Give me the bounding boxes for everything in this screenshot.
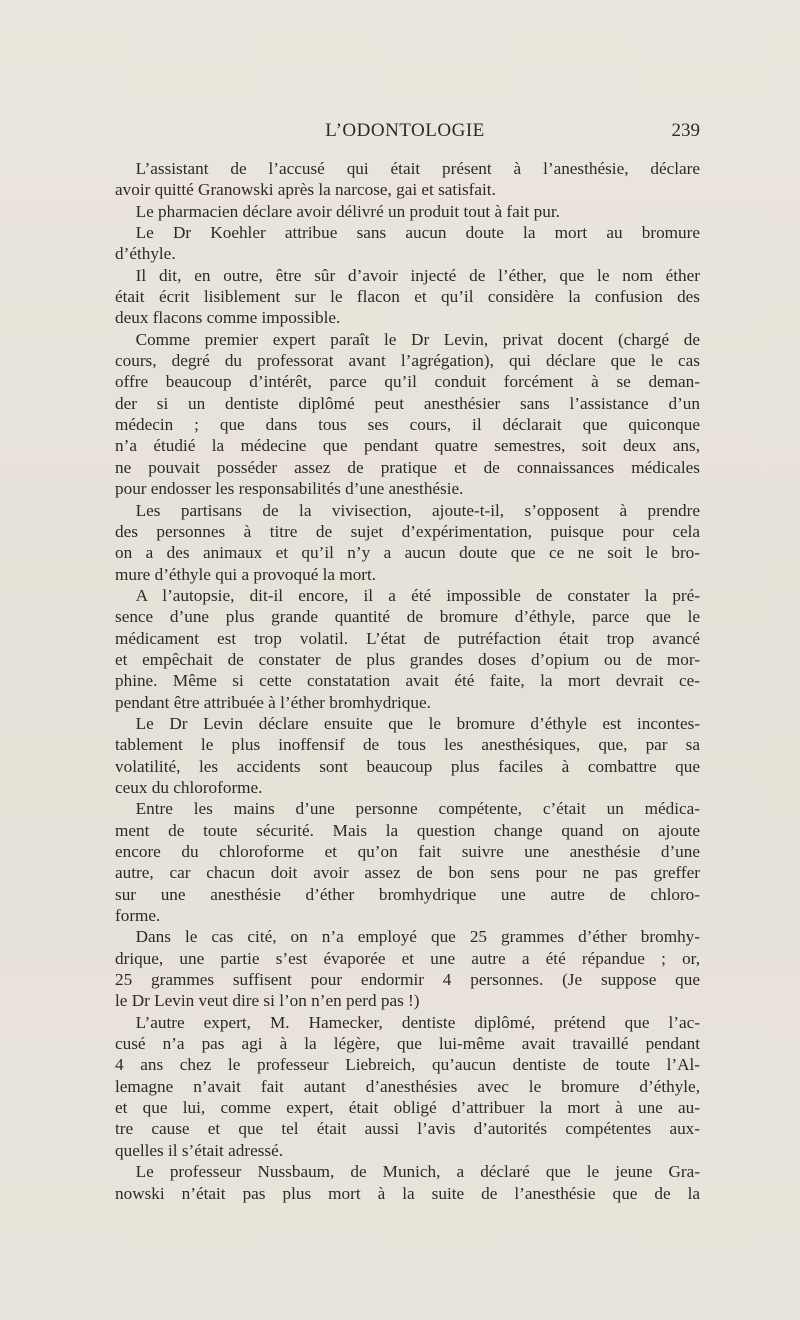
text-line: Comme premier expert paraît le Dr Levin, privat docent (chargé de [135,329,700,349]
text-line: cusé n’a pas agi à la légère, que lui-même avait travaillé pendant [115,1034,700,1054]
text-line: des personnes à titre de sujet d’expérimentation, puisque pour cela [115,521,700,541]
page-header [110,120,700,150]
text-line: Le Dr Koehler attribue sans aucun doute la mort au bromure [135,223,700,243]
text-line: mure d’éthyle qui a provoqué la mort. [115,564,377,584]
text-line: médicament est trop volatil. L’état de putréfaction était trop avancé [115,628,700,648]
text-line: sence d’une plus grande quantité de bromure d’éthyle, parce que le [115,607,700,627]
running-title: L’ODONTOLOGIE [325,120,485,141]
text-line: 25 grammes suffisent pour endormir 4 personnes. (Je suppose que [115,970,700,990]
text-line: et empêchait de constater de plus grandes doses d’opium ou de mor- [115,649,700,669]
text-line: Le Dr Levin déclare ensuite que le bromure d’éthyle est incontes- [135,713,700,733]
text-line: ne pouvait posséder assez de pratique et de connaissances médicales [115,457,700,477]
text-line: Le pharmacien déclare avoir délivré un produit tout à fait pur. [135,201,560,221]
text-line: tablement le plus inoffensif de tous les anesthésiques, que, par sa [115,735,700,755]
text-line: Il dit, en outre, être sûr d’avoir injecté de l’éther, que le nom éther [135,265,700,285]
text-line: cours, degré du professorat avant l’agrégation), qui déclare que le cas [115,351,700,371]
text-line: 4 ans chez le professeur Liebreich, qu’aucun dentiste de toute l’Al- [115,1055,700,1075]
text-line: avoir quitté Granowski après la narcose, gai et satisfait. [115,180,496,200]
text-line: L’assistant de l’accusé qui était présent à l’anesthésie, déclare [135,159,700,178]
text-line: ceux du chloroforme. [115,777,263,797]
page-number: 239 [671,120,700,141]
text-line: offre beaucoup d’intérêt, parce qu’il conduit forcément à se deman- [115,372,700,392]
text-line: volatilité, les accidents sont beaucoup plus faciles à combattre que [115,756,700,776]
text-line: Dans le cas cité, on n’a employé que 25 grammes d’éther bromhy- [135,927,700,947]
text-line: der si un dentiste diplômé peut anesthésier sans l’assistance d’un [115,393,700,413]
text-line: lemagne n’avait fait autant d’anesthésies avec le bromure d’éthyle, [115,1076,700,1096]
text-line: et que lui, comme expert, était obligé d’attribuer la mort à une au- [115,1098,700,1118]
text-line: quelles il s’était adressé. [115,1140,283,1160]
text-line: tre cause et que tel était aussi l’avis d’autorités compétentes aux- [115,1119,700,1139]
text-line: pendant être attribuée à l’éther bromhydrique. [115,692,431,712]
text-line: on a des animaux et qu’il n’y a aucun doute que ce ne soit le bro- [115,543,700,563]
text-line: d’éthyle. [115,244,176,264]
text-line: deux flacons comme impossible. [115,308,341,328]
body-text [115,158,700,1204]
text-line: A l’autopsie, dit-il encore, il a été impossible de constater la pré- [135,585,700,605]
text-line: L’autre expert, M. Hamecker, dentiste diplômé, prétend que l’ac- [135,1012,700,1032]
text-line: ment de toute sécurité. Mais la question change quand on ajoute [115,820,700,840]
text-line: drique, une partie s’est évaporée et une autre a été répandue ; or, [115,948,700,968]
text-line: n’a étudié la médecine que pendant quatre semestres, soit deux ans, [115,436,700,456]
text-line: était écrit lisiblement sur le flacon et qu’il considère la confusion des [115,287,700,307]
text-line: sur une anesthésie d’éther bromhydrique une autre de chloro- [115,884,700,904]
text-line: forme. [115,906,161,926]
text-line: Entre les mains d’une personne compétente, c’était un médica- [135,799,700,819]
text-line: phine. Même si cette constatation avait été faite, la mort devrait ce- [115,671,700,691]
text-line: Le professeur Nussbaum, de Munich, a déclaré que le jeune Gra- [135,1162,700,1182]
text-line: le Dr Levin veut dire si l’on n’en perd pas !) [115,991,420,1011]
text-line: médecin ; que dans tous ses cours, il déclarait que quiconque [115,415,700,435]
text-line: autre, car chacun doit avoir assez de bon sens pour ne pas greffer [115,863,700,883]
text-line: nowski n’était pas plus mort à la suite de l’anesthésie que de la [115,1183,700,1203]
text-line: Les partisans de la vivisection, ajoute-t-il, s’opposent à prendre [135,500,700,520]
text-line: pour endosser les responsabilités d’une anesthésie. [115,479,464,499]
text-line: encore du chloroforme et qu’on fait suivre une anesthésie d’une [115,842,700,861]
